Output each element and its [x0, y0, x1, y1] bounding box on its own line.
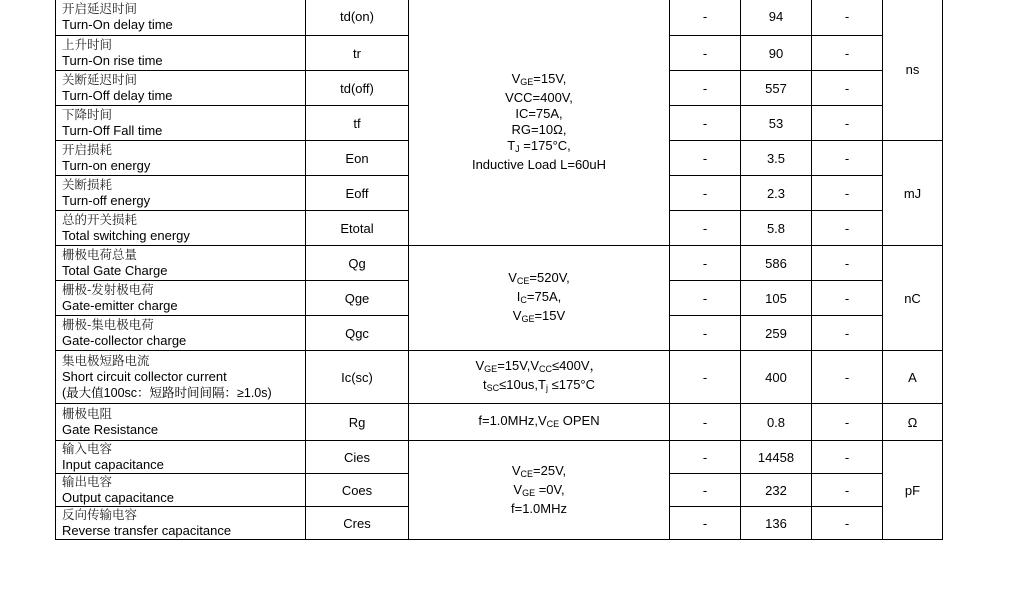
max-cell: -: [812, 281, 883, 316]
condition-cell-gate-resistance: $f=1.0MHz,V_{CE}$ OPEN: [409, 404, 670, 441]
condition-cell-capacitance: $V_{CE}=25V$, $V_{GE} =0V$, f=1.0MHz: [409, 441, 670, 540]
min-cell: -: [670, 176, 741, 211]
typ-cell: 94: [741, 0, 812, 36]
unit-cell: Ω: [883, 404, 943, 441]
min-cell: -: [670, 351, 741, 404]
parameter-cell: 栅极电阻 Gate Resistance: [56, 404, 306, 441]
symbol-cell: tr: [306, 36, 409, 71]
parameter-cell: 集电极短路电流 Short circuit collector current (最大值100sc：短路时间间隔：≥1.0s): [56, 351, 306, 404]
min-cell: -: [670, 36, 741, 71]
table-row: [56, 404, 943, 441]
typ-cell: 14458: [741, 441, 812, 474]
symbol-cell: Cres: [306, 507, 409, 540]
typ-cell: 90: [741, 36, 812, 71]
min-cell: -: [670, 246, 741, 281]
max-cell: -: [812, 0, 883, 36]
symbol-cell: Qge: [306, 281, 409, 316]
unit-cell: A: [883, 351, 943, 404]
unit-cell: pF: [883, 441, 943, 540]
parameter-cell: 关断延迟时间 Turn-Off delay time: [56, 71, 306, 106]
min-cell: -: [670, 211, 741, 246]
min-cell: -: [670, 106, 741, 141]
max-cell: -: [812, 246, 883, 281]
parameter-cell: 总的开关损耗 Total switching energy: [56, 211, 306, 246]
symbol-cell: td(off): [306, 71, 409, 106]
max-cell: -: [812, 36, 883, 71]
table-row: [56, 441, 943, 474]
max-cell: -: [812, 474, 883, 507]
unit-cell: nC: [883, 246, 943, 351]
table-row: [56, 0, 943, 36]
symbol-cell: Qg: [306, 246, 409, 281]
max-cell: -: [812, 351, 883, 404]
symbol-cell: Ic(sc): [306, 351, 409, 404]
max-cell: -: [812, 316, 883, 351]
parameter-cell: 关断损耗 Turn-off energy: [56, 176, 306, 211]
min-cell: -: [670, 141, 741, 176]
symbol-cell: Etotal: [306, 211, 409, 246]
parameter-cell: 反向传输电容 Reverse transfer capacitance: [56, 507, 306, 540]
symbol-cell: tf: [306, 106, 409, 141]
max-cell: -: [812, 71, 883, 106]
typ-cell: 136: [741, 507, 812, 540]
symbol-cell: td(on): [306, 0, 409, 36]
unit-cell: mJ: [883, 141, 943, 246]
typ-cell: 53: [741, 106, 812, 141]
parameter-cell: 输出电容 Output capacitance: [56, 474, 306, 507]
min-cell: -: [670, 71, 741, 106]
min-cell: -: [670, 507, 741, 540]
condition-cell-charge: $V_{CE}=520V$, $I_C=75A$, $V_{GE}=15V$: [409, 246, 670, 351]
symbol-cell: Qgc: [306, 316, 409, 351]
max-cell: -: [812, 176, 883, 211]
min-cell: -: [670, 474, 741, 507]
parameter-cell: 开启损耗 Turn-on energy: [56, 141, 306, 176]
parameter-cell: 输入电容 Input capacitance: [56, 441, 306, 474]
max-cell: -: [812, 404, 883, 441]
condition-cell-short-circuit: $V_{GE}=15V,V_{CC}\le 400V$， $t_{SC}\le 10us,T_j \le 175^\circ C$: [409, 351, 670, 404]
max-cell: -: [812, 106, 883, 141]
max-cell: -: [812, 141, 883, 176]
max-cell: -: [812, 441, 883, 474]
parameter-cell: 上升时间 Turn-On rise time: [56, 36, 306, 71]
typ-cell: 400: [741, 351, 812, 404]
typ-cell: 105: [741, 281, 812, 316]
typ-cell: 2.3: [741, 176, 812, 211]
symbol-cell: Cies: [306, 441, 409, 474]
electrical-characteristics-table: [55, 0, 943, 540]
symbol-cell: Coes: [306, 474, 409, 507]
typ-cell: 232: [741, 474, 812, 507]
symbol-cell: Rg: [306, 404, 409, 441]
symbol-cell: Eon: [306, 141, 409, 176]
typ-cell: 3.5: [741, 141, 812, 176]
min-cell: -: [670, 404, 741, 441]
min-cell: -: [670, 316, 741, 351]
typ-cell: 0.8: [741, 404, 812, 441]
max-cell: -: [812, 211, 883, 246]
min-cell: -: [670, 0, 741, 36]
typ-cell: 557: [741, 71, 812, 106]
unit-cell: ns: [883, 0, 943, 141]
parameter-cell: 栅极电荷总量 Total Gate Charge: [56, 246, 306, 281]
typ-cell: 5.8: [741, 211, 812, 246]
min-cell: -: [670, 441, 741, 474]
parameter-cell: 下降时间 Turn-Off Fall time: [56, 106, 306, 141]
min-cell: -: [670, 281, 741, 316]
table-row: [56, 351, 943, 404]
max-cell: -: [812, 507, 883, 540]
symbol-cell: Eoff: [306, 176, 409, 211]
parameter-cell: 开启延迟时间 Turn-On delay time: [56, 0, 306, 36]
parameter-cell: 栅极-集电极电荷 Gate-collector charge: [56, 316, 306, 351]
parameter-cell: 栅极-发射极电荷 Gate-emitter charge: [56, 281, 306, 316]
typ-cell: 259: [741, 316, 812, 351]
typ-cell: 586: [741, 246, 812, 281]
condition-cell-switching: $V_{GE}=15V$, VCC=400V, IC=75A, RG=10Ω, $T_J =175^\circ C$, Inductive Load L=60uH: [409, 0, 670, 246]
table-row: [56, 246, 943, 281]
